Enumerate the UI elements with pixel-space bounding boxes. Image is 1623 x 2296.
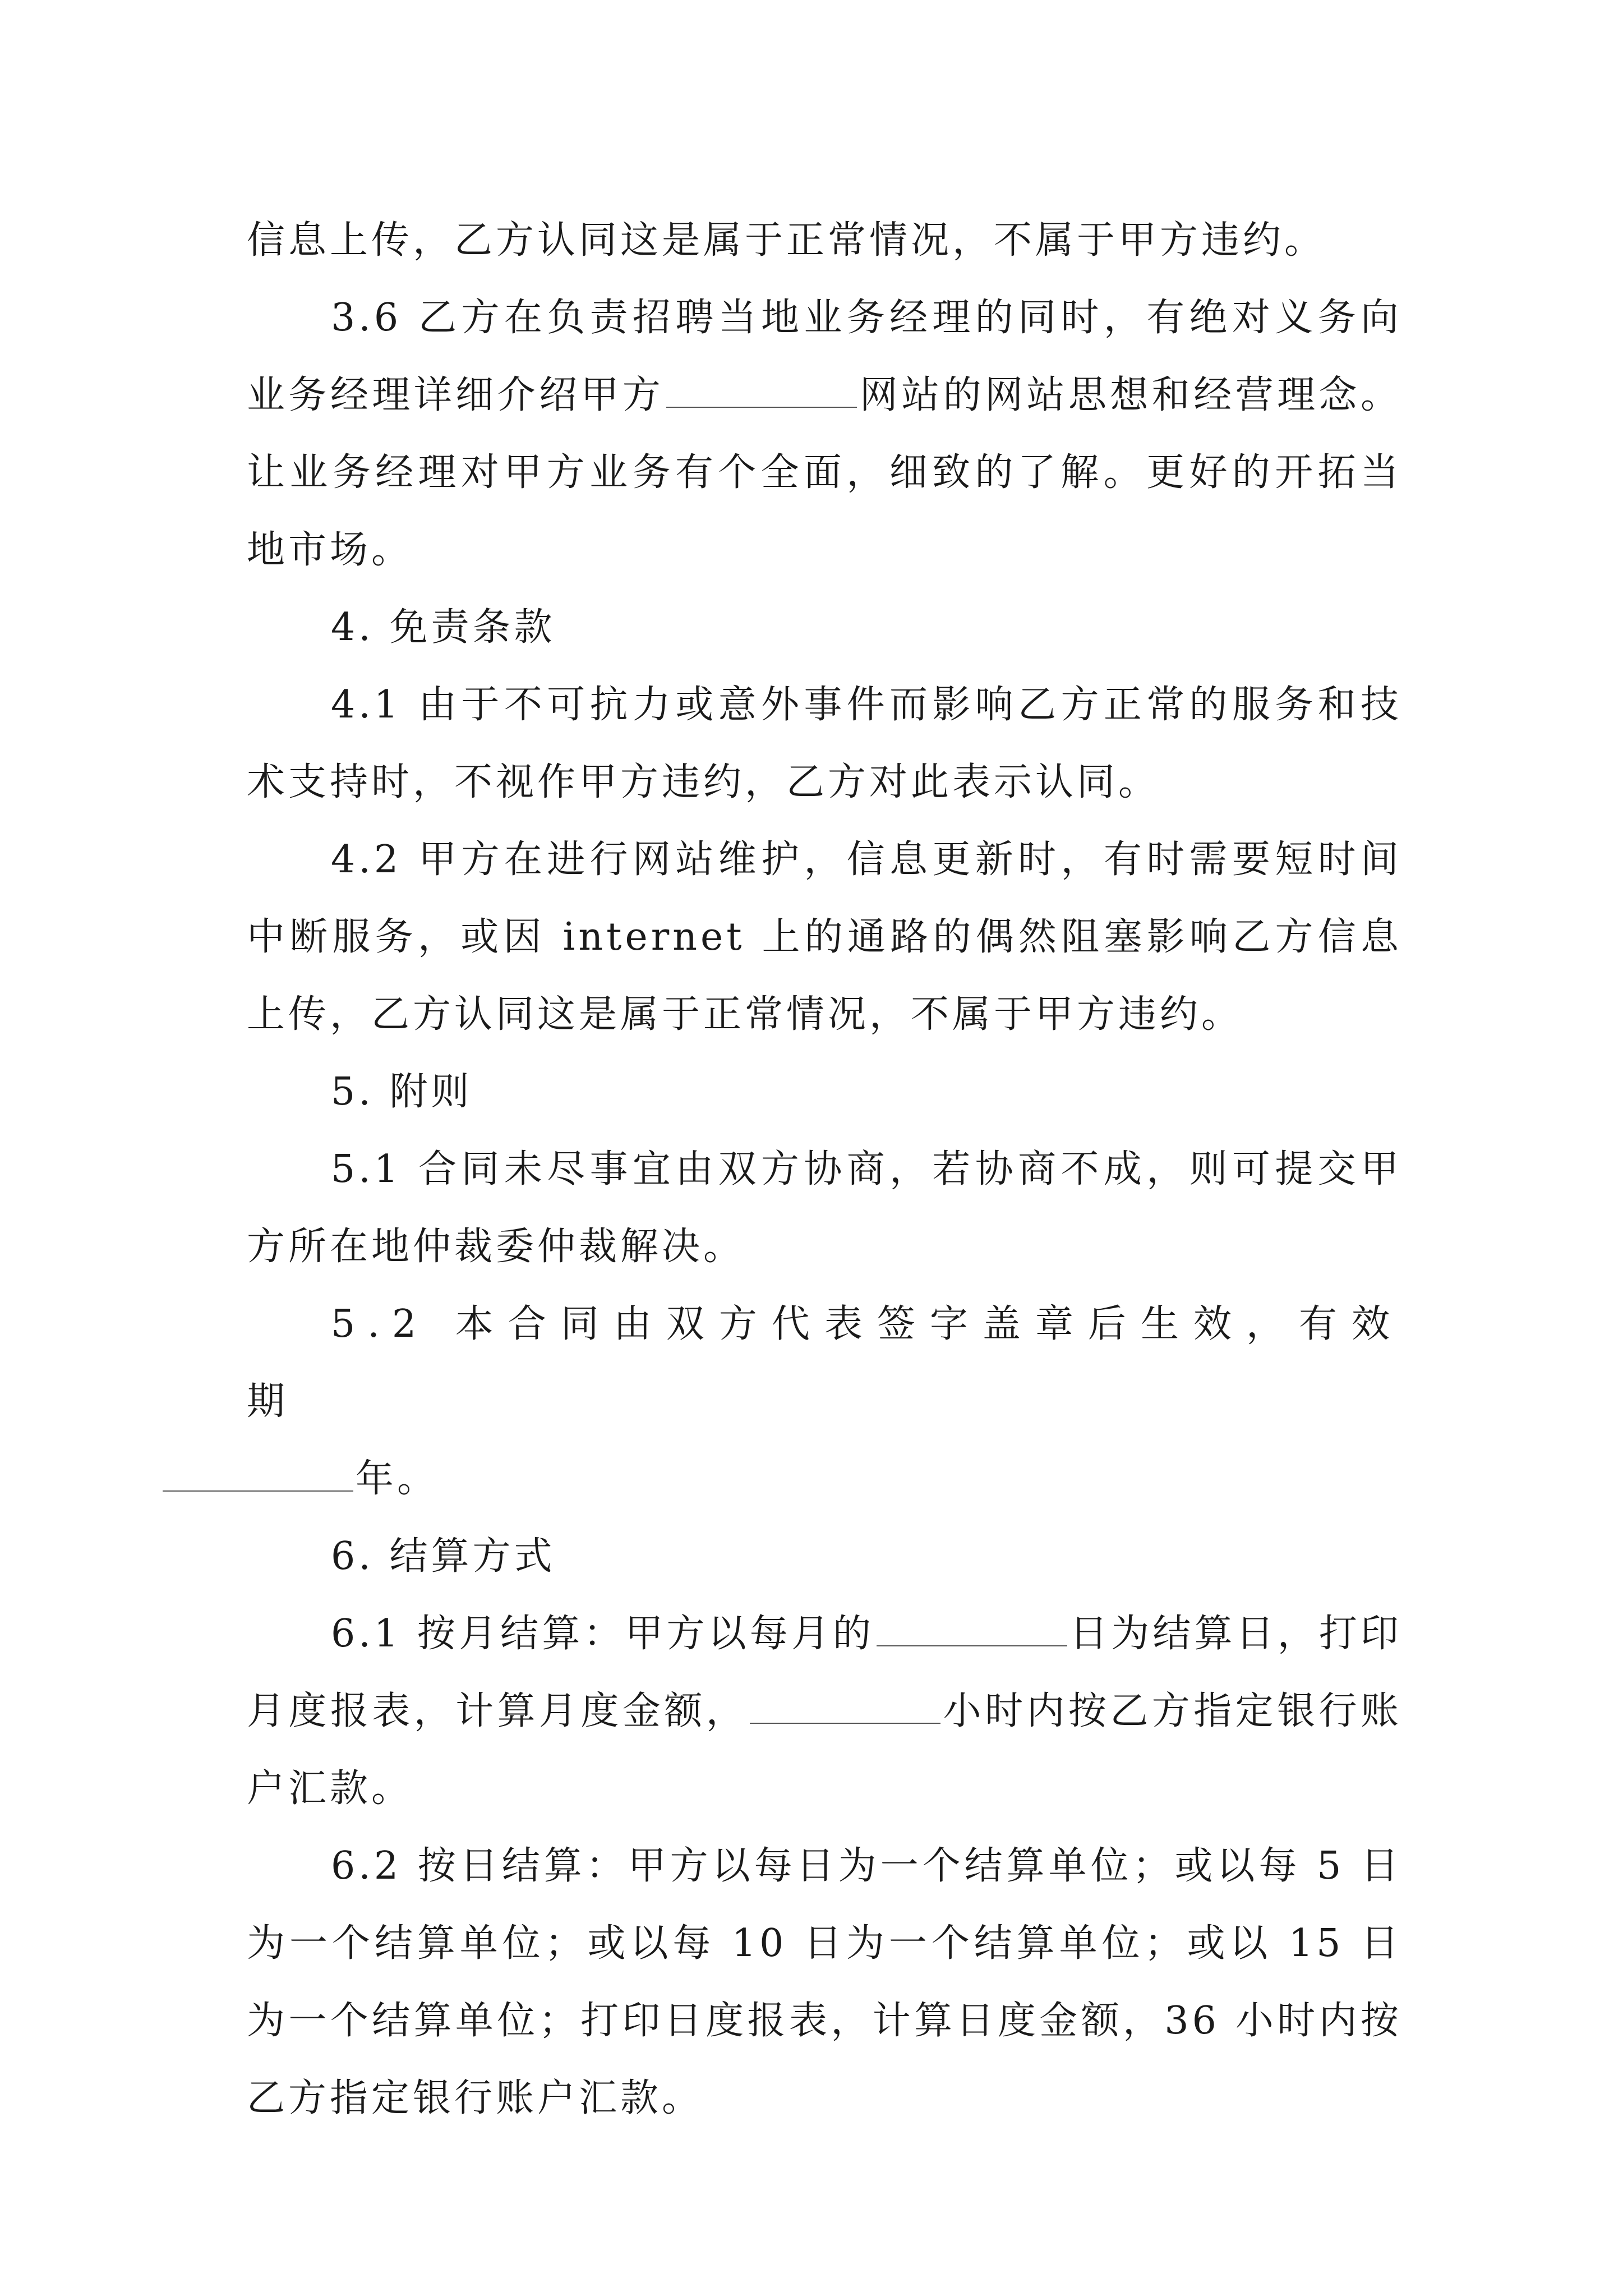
paragraph-6-1 — [247, 1595, 1402, 1828]
heading-disclaimer: 4. 免责条款 — [331, 605, 556, 650]
paragraph-6-1-text-b: 日为结算日，打印月度报表，计算月度金额， — [247, 1612, 1402, 1733]
paragraph-3-5-continuation: 信息上传，乙方认同这是属于正常情况，不属于甲方违约。 — [247, 218, 1326, 263]
paragraph-5-2-text-a: 5.2 本合同由双方代表签字盖章后生效，有效期 — [247, 1302, 1402, 1424]
website-name-blank[interactable] — [666, 375, 857, 408]
paragraph-3-6-text-a: 3.6 乙方在负责招聘当地业务经理的同时，有绝对义务向业务经理详细介绍甲方 — [247, 296, 1402, 417]
paragraph-5-2-text-b: 年。 — [356, 1457, 439, 1501]
paragraph-6-1-text-c: 小时内按乙方指定银行账户汇款。 — [247, 1689, 1402, 1811]
document-page — [247, 202, 1402, 2137]
heading-supplementary: 5. 附则 — [331, 1070, 473, 1114]
paragraph-5-2 — [247, 1286, 1402, 1518]
validity-years-blank[interactable] — [163, 1459, 353, 1492]
paragraph-3-6-text-b: 网站的网站思想和经营理念。让业务经理对甲方业务有个全面，细致的了解。更好的开拓当地市场。 — [247, 373, 1402, 572]
paragraph-3-6 — [247, 279, 1402, 589]
paragraph-4-1: 4.1 由于不可抗力或意外事件而影响乙方正常的服务和技术支持时，不视作甲方违约，乙方对此表示认同。 — [247, 683, 1402, 804]
paragraph-4-2: 4.2 甲方在进行网站维护，信息更新时，有时需要短时间中断服务，或因 internet 上的通路的偶然阻塞影响乙方信息上传，乙方认同这是属于正常情况，不属于甲方违约。 — [247, 838, 1402, 1037]
remittance-hours-blank[interactable] — [750, 1691, 940, 1724]
settlement-day-blank[interactable] — [877, 1614, 1067, 1646]
paragraph-5-1: 5.1 合同未尽事宜由双方协商，若协商不成，则可提交甲方所在地仲裁委仲裁解决。 — [247, 1147, 1402, 1269]
paragraph-6-1-text-a: 6.1 按月结算：甲方以每月的 — [331, 1612, 875, 1656]
paragraph-6-2: 6.2 按日结算：甲方以每日为一个结算单位；或以每 5 日为一个结算单位；或以每 10 日为一个结算单位；或以 15 日为一个结算单位；打印日度报表，计算日度金额，36 小时内按乙方指定银行账户汇款。 — [247, 1844, 1402, 2120]
heading-settlement: 6. 结算方式 — [331, 1534, 556, 1579]
